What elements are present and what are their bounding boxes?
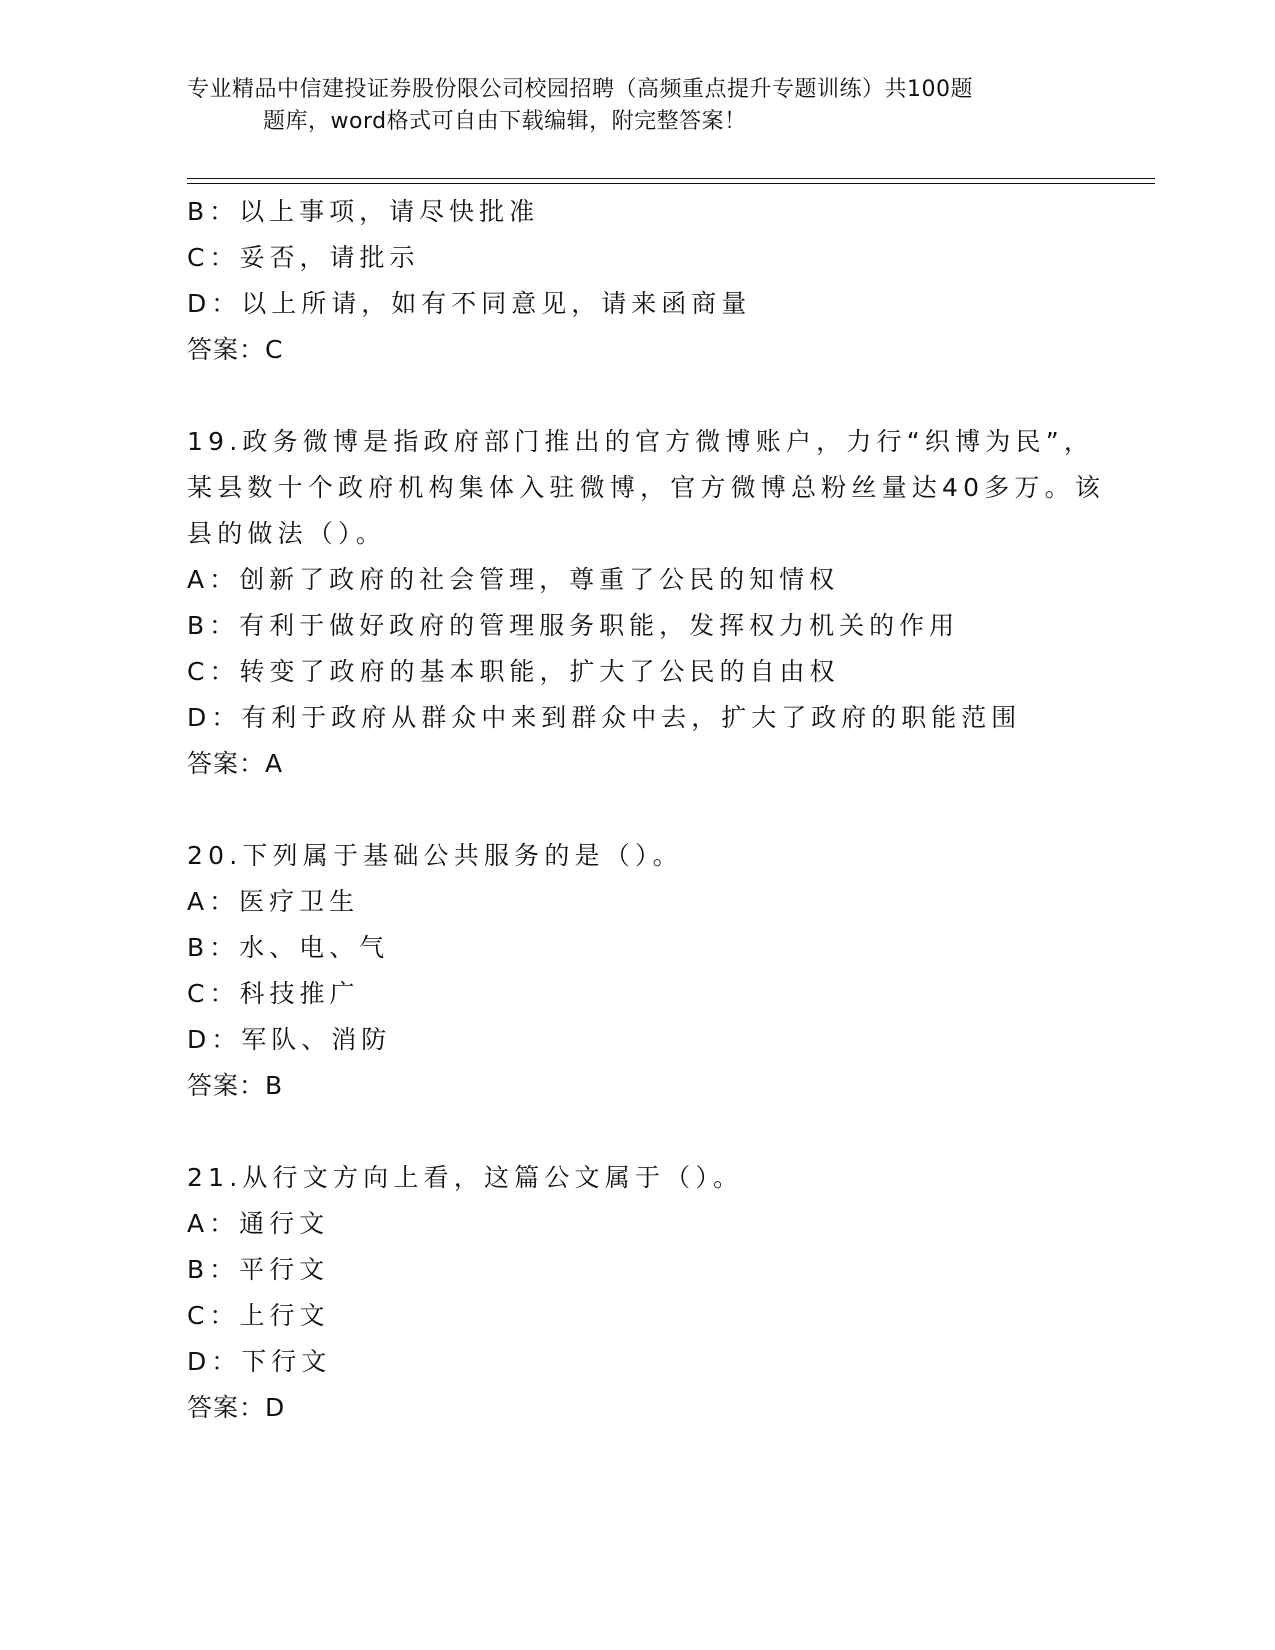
- question-20: [187, 833, 1087, 1109]
- option-a: A：创新了政府的社会管理，尊重了公民的知情权: [187, 565, 840, 594]
- option-b: B：平行文: [187, 1255, 330, 1284]
- header-divider-top: [187, 178, 1155, 179]
- option-d: D：以上所请，如有不同意见，请来函商量: [187, 289, 752, 318]
- answer-line: 答案：D: [187, 1393, 286, 1422]
- option-a: A：通行文: [187, 1209, 330, 1238]
- answer-line: 答案：C: [187, 335, 284, 364]
- option-c: C：转变了政府的基本职能，扩大了公民的自由权: [187, 657, 840, 686]
- document-header: [187, 74, 1067, 138]
- prev-question-tail: [187, 189, 1087, 373]
- option-b: B：水、电、气: [187, 933, 390, 962]
- option-c: C：上行文: [187, 1301, 330, 1330]
- question-text-line: 21.从行文方向上看，这篇公文属于（）。: [187, 1163, 744, 1192]
- spacer: [187, 787, 1087, 833]
- answer-line: 答案：B: [187, 1071, 284, 1100]
- question-21: [187, 1155, 1087, 1431]
- header-divider-bottom: [187, 183, 1155, 184]
- option-c: C：妥否，请批示: [187, 243, 420, 272]
- spacer: [187, 1109, 1087, 1155]
- option-b: B：有利于做好政府的管理服务职能，发挥权力机关的作用: [187, 611, 960, 640]
- option-d: D：下行文: [187, 1347, 332, 1376]
- option-a: A：医疗卫生: [187, 887, 360, 916]
- option-d: D：有利于政府从群众中来到群众中去，扩大了政府的职能范围: [187, 703, 1022, 732]
- option-d: D：军队、消防: [187, 1025, 392, 1054]
- header-title-line-1: 专业精品中信建投证券股份限公司校园招聘（高频重点提升专题训练）共100题: [187, 77, 973, 102]
- answer-line: 答案：A: [187, 749, 284, 778]
- spacer: [187, 373, 1087, 419]
- question-text-line: 20.下列属于基础公共服务的是（）。: [187, 841, 683, 870]
- question-text-line: 县的做法（）。: [187, 519, 386, 548]
- question-19: [187, 419, 1106, 787]
- question-list: [187, 189, 1106, 1431]
- option-c: C：科技推广: [187, 979, 360, 1008]
- header-title-line-2: 题库，word格式可自由下载编辑，附完整答案！: [263, 109, 747, 134]
- question-text-line: 19.政务微博是指政府部门推出的官方微博账户，力行“织博为民”，: [187, 427, 1095, 456]
- question-text-line: 某县数十个政府机构集体入驻微博，官方微博总粉丝量达40多万。该: [187, 473, 1106, 502]
- option-b: B：以上事项，请尽快批准: [187, 197, 540, 226]
